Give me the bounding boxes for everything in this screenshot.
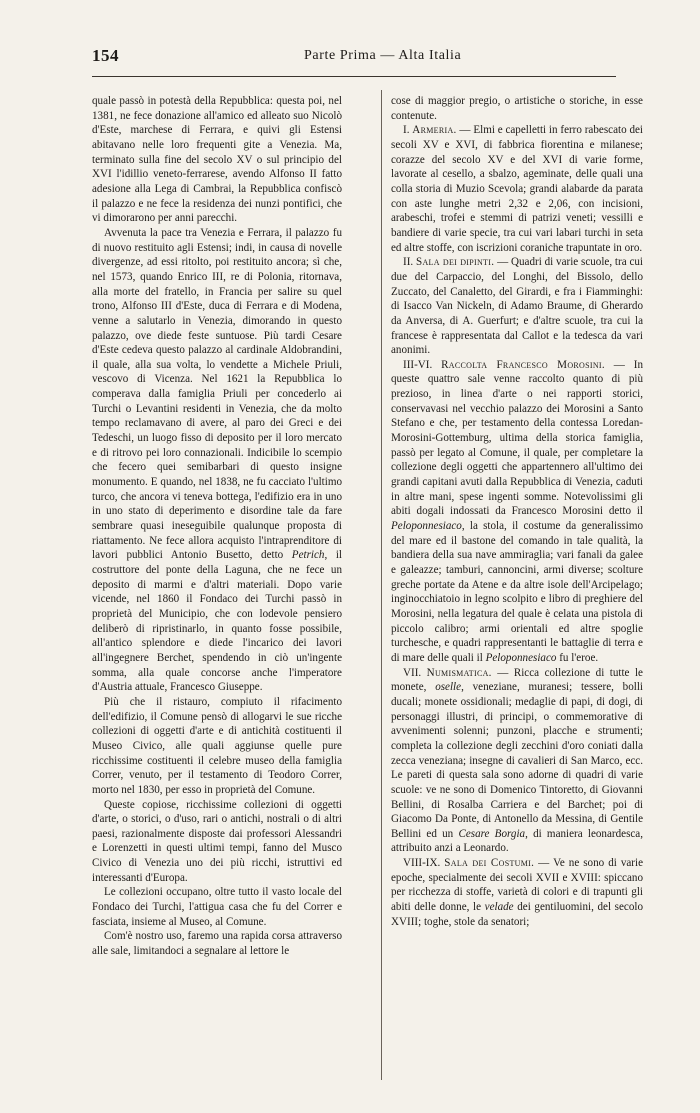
paragraph [391, 123, 643, 255]
italic-term: velade [484, 901, 514, 914]
paragraph [391, 358, 643, 666]
italic-term: Peloponnesiaco [391, 520, 462, 533]
italic-term: Cesare Borgia [458, 827, 526, 840]
text-run: cose di maggior pregio, o artistiche o storiche, in esse contenute. [391, 95, 643, 122]
page-number: 154 [92, 46, 119, 65]
left-column [92, 94, 342, 959]
italic-term: Petrich [291, 549, 325, 562]
section-heading: Raccolta Francesco Morosini. [441, 358, 605, 371]
text-run: , di maniera leonardesca, attribuito anzi a Leonardo. [391, 827, 644, 855]
italic-term: Peloponnesiaco [485, 651, 557, 664]
text-run: — Ricca collezione di tutte le monete, [391, 666, 643, 694]
text-run: Avvenuta la pace tra Venezia e Ferrara, il palazzo fu di nuovo restituito agli Estensi; indi, in causa di novelle divergenze, ad essi ritolto, poi restituito ancora; sì che, nel 1573, quando Enrico III, re di Polonia, ritornava, alla morte del fratello, in Francia per salire su quel trono, Alfonso III d'Este, duca di Ferrara e di Modena, venne a salutarlo in Venezia, dimorando in questo palazzo, ove diede feste suntuose. Più tardi Cesare d'Este cedeva questo palazzo al cardinale Aldobrandini, il quale, alla sua volta, lo vendette a Michele Priuli, vescovo di Vicenza. Nel 1621 la Repubblica lo comperava dalla famiglia Priuli per concederlo ai Turchi o Levantini residenti in Venezia, che da molto tempo reclamavano di avere, al paro dei Greci e dei Tedeschi, un luogo fisso di deposito per il loro mercato e di ritrovo pei loro connazionali. Indicibile lo scempio che fecero quei semibarbari di questo insigne monumento. E quando, nel 1838, ne fu cacciato l'ultimo turco, che ancora vi teneva bottega, l'edifizio era in uno in uno stato di deperimento e disordine tale da fare sembrare quasi ineseguibile qualunque proposta di riattamento. Ne fece allora acquisto l'intraprenditore di lavori pubblici Antonio Busetto, detto [92, 226, 342, 562]
section-heading: Armeria. [412, 124, 457, 137]
paragraph [92, 226, 342, 695]
text-run: Com'è nostro uso, faremo una rapida corsa attraverso alle sale, limitandoci a segnalare al lettore le [92, 930, 342, 958]
section-heading: Sala dei dipinti. [415, 256, 495, 269]
text-run: Più che il ristauro, compiuto il rifacimento dell'edifizio, il Comune pensò di allogarvi le sue ricche collezioni di oggetti d'arte e di antichità costituenti il Museo Civico, alle quali aggiunse quelle pure ricchissime costituenti il celebre museo della famiglia Correr, venuto, per il testamento di Teodoro Correr, morto nel 1830, per esso in proprietà del Comune. [92, 695, 342, 796]
text-run: VII. [403, 666, 427, 679]
text-run: II. [403, 256, 416, 269]
paragraph [391, 94, 643, 123]
paragraph [391, 666, 643, 857]
text-run: fu l'eroe. [556, 651, 599, 664]
paragraph [92, 798, 342, 886]
text-run: Queste copiose, ricchissime collezioni di oggetti d'arte, o storici, o d'uso, rari o antichi, nostrali o di altri paesi, razionalmente disposte dai professori Alessandri e Lorenzetti in questi ultimi tempi, fanno del Musco Civico di Venezia uno dei più ricchi, istruttivi ed interessanti d'Europa. [92, 798, 342, 884]
text-run: I. [403, 124, 413, 137]
text-run: — Quadri di varie scuole, tra cui due del Carpaccio, del Longhi, del Bissolo, dello Zuccato, del Canaletto, del Girardi, e fra i Fiamminghi: di Isacco Van Nickeln, di Adamo Braume, di Gherardo da Anversa, di A. Guerfurt; e d'altre scuole, tra cui la francese è rappresentata dal Callot e la tedesca da vari anonimi. [391, 256, 643, 357]
text-run: VIII-IX. [403, 857, 445, 870]
text-run: Le collezioni occupano, oltre tutto il vasto locale del Fondaco dei Turchi, l'attigua casa che fu del Correr e fasciata, insieme al Museo, al Comune. [92, 886, 342, 928]
paragraph [92, 929, 342, 958]
paragraph [92, 94, 342, 226]
right-column [391, 94, 643, 929]
paragraph [391, 255, 643, 358]
italic-term: oselle [435, 681, 462, 694]
text-run: — Ve ne sono di varie epoche, specialmente dei secoli XVII e XVIII: spiccano per ricchezza di stoffe, varietà di colori e di trapunti gli abiti delle donne, le [391, 857, 644, 914]
paragraph [391, 856, 643, 929]
paragraph [92, 695, 342, 798]
text-run: , il costruttore del ponte della Laguna, che ne fece un deposito di marmi e d'altri materiali. Dopo varie vicende, nel 1860 il Fondaco dei Turchi passò in proprietà del Municipio, che con lodevole pensiero deliberò di ripristinarlo, in quanto fosse possibile, all'antico splendore e diede l'incarico dei lavori all'ingegnere Berchet, spendendo in ciò un'ingente somma, alla quale concorse anche l'imperatore d'Austria attuale, Francesco Giuseppe. [92, 549, 342, 694]
running-title: Parte Prima — Alta Italia [304, 48, 462, 63]
section-heading: Numismatica. [426, 666, 492, 679]
text-run: — In queste quattro sale venne raccolto quanto di più prezioso, in linea d'arte o nei rapporti storici, conservavasi nel vecchio palazzo dei Morosini a Santo Stefano e che, per testamento della contessa Loredan-Morosini-Gottemburg, ultima della storica famiglia, passò per legato al Comune, il quale, per completare la collezione degli oggetti che appartennero all'ultimo dei grandi capitani avuti dalla Repubblica di Venezia, caduti in altre mani, spese ingenti somme. Notevolissimi gli abiti dogali indossati da Francesco Morosini detto il [391, 358, 643, 518]
section-heading: Sala dei Costumi. [444, 857, 535, 870]
text-run: dei gentiluomini, del secolo XVIII; toghe, stole da senatori; [391, 901, 644, 928]
column-divider [381, 90, 382, 1080]
header-rule [92, 76, 616, 77]
text-run: quale passò in potestà della Repubblica: questa poi, nel 1381, ne fece donazione all'amico ed alleato suo Nicolò d'Este, marchese di Ferrara, e quivi gli Estensi abitavano nelle loro frequenti gite a Venezia. Ma, terminato sulla fine del secolo XV o sul principio del XVI l'idillio veneto-ferrarese, avendo Alfonso II fatto adesione alla Lega di Cambrai, la Repubblica confiscò il palazzo e ne fece la residenza dei nunzi pontifici, che vi dimorarono per anni parecchi. [92, 95, 342, 225]
text-run: , la stola, il costume da generalissimo del mare ed il bastone del comando in tale qualità, la bandiera della sua nave ammiraglia; vari fanali da galee e galeazze; tamburi, cannoncini, armi diverse; scolture greche portate da Atene e da altre isole dell'Arcipelago; inginocchiatoio in legno scolpito e libro di preghiere del Morosini, nella legatura del quale è celata una pistola di piccolo calibro; armi orientali ed altre spoglie turchesche, e quadri rappresentanti le battaglie di terra e di mare delle quali il [391, 520, 643, 664]
text-run: , veneziane, muranesi; tessere, bolli ducali; monete ossidionali; medaglie di papi, di dogi, di personaggi illustri, di principi, o commemorative di avvenimenti solenni; punzoni, placche e strumenti; completa la collezione degli zecchini d'oro coniati dalla zecca veneziana; insegne di cavalieri di San Marco, ecc. Le pareti di questa sala sono adorne di quadri di varie scuole: ve ne sono di Domenico Tintoretto, di Giovanni Bellini, di Rosalba Carriera e del Barchet; poi di Giacomo Da Ponte, di Antonello da Messina, di Gentile Bellini ed un [391, 681, 644, 840]
text-run: III-VI. [403, 358, 442, 371]
text-run: — Elmi e capelletti in ferro rabescato dei secoli XV e XVI, di fabbrica fiorentina e milanese; corazze del secolo XV e del XVI di varie forme, lavorate al cesello, a sbalzo, ageminate, delle quali una colla storia di Muzio Scevola; grandi alabarde da parata con aste lunghe metri 2,32 e 2,06, con incisioni, arabeschi, trofei e stemmi di patrizi veneti; vessilli e bandiere di varie specie, tra cui vari labari turchi in seta ed altre stoffe, con iscrizioni coraniche trapuntate in oro. [391, 124, 643, 254]
paragraph [92, 885, 342, 929]
page-header [92, 46, 612, 72]
